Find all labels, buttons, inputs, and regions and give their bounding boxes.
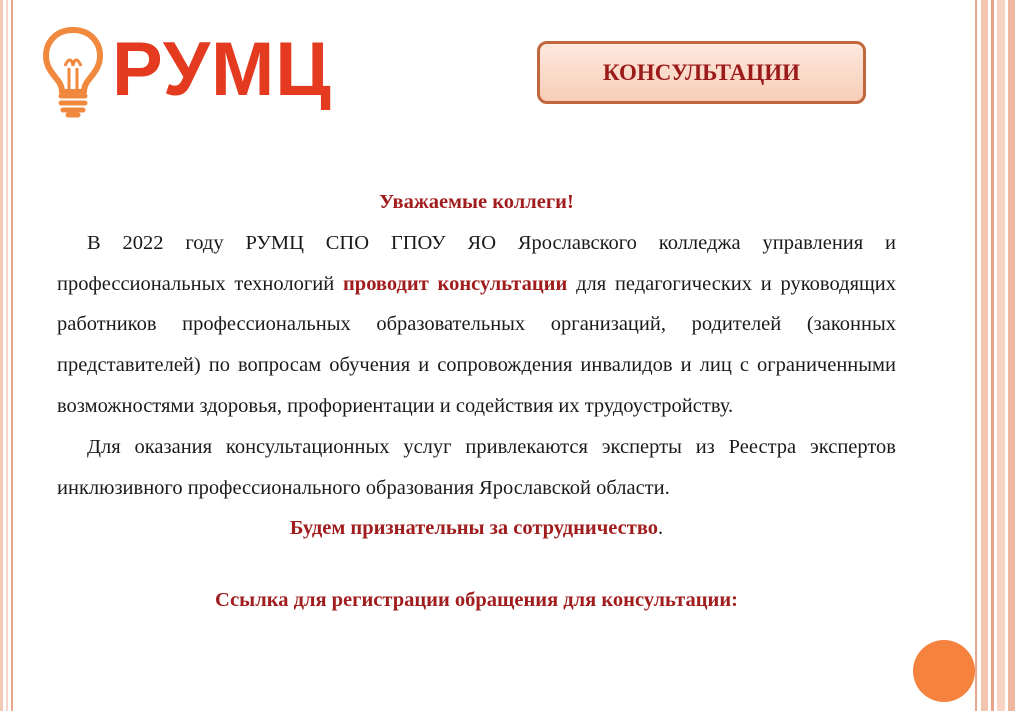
greeting-line xyxy=(57,182,896,223)
right-stripe xyxy=(1008,0,1015,711)
thanks-line xyxy=(57,508,896,549)
paragraph-experts: Для оказания консультационных услуг привлекаются эксперты из Реестра экспертов инклюзивного профессионального образования Ярославской области. xyxy=(57,435,896,499)
left-stripe xyxy=(0,0,3,711)
paragraph-intro-end: для педагогических и руководящих работников профессиональных образовательных организаций, родителей (законных представителей) по вопросам обучения и сопровождения инвалидов и лиц с ограниченными возможностями здоровья, профориентации и содействия их трудоустройству. xyxy=(57,272,896,417)
right-stripe xyxy=(991,0,994,711)
registration-link-text[interactable]: Ссылка для регистрации обращения для консультации: xyxy=(215,589,738,612)
lightbulb-icon xyxy=(42,26,104,121)
left-stripe xyxy=(11,0,13,711)
thanks-text: Будем признательны за сотрудничество xyxy=(289,517,659,540)
thanks-period: . xyxy=(658,517,664,540)
highlight-consultations: проводит консультации xyxy=(342,272,568,295)
registration-line xyxy=(57,580,896,621)
logo-text: РУМЦ xyxy=(112,27,332,112)
paragraph-intro-start: В 2022 году РУМЦ СПО ГПОУ ЯО Ярославского колледжа управления и профессиональных технологий xyxy=(57,231,896,295)
consultations-button-label: КОНСУЛЬТАЦИИ xyxy=(602,59,801,85)
rumc-logo xyxy=(42,26,342,126)
greeting: Уважаемые коллеги! xyxy=(379,191,574,213)
left-stripe xyxy=(6,0,8,711)
right-stripe xyxy=(981,0,988,711)
main-text xyxy=(57,182,896,621)
orange-circle xyxy=(913,640,975,702)
consultations-button[interactable] xyxy=(537,41,866,104)
paragraph-intro xyxy=(57,223,896,427)
right-stripe xyxy=(997,0,1005,711)
right-stripe xyxy=(975,0,977,711)
